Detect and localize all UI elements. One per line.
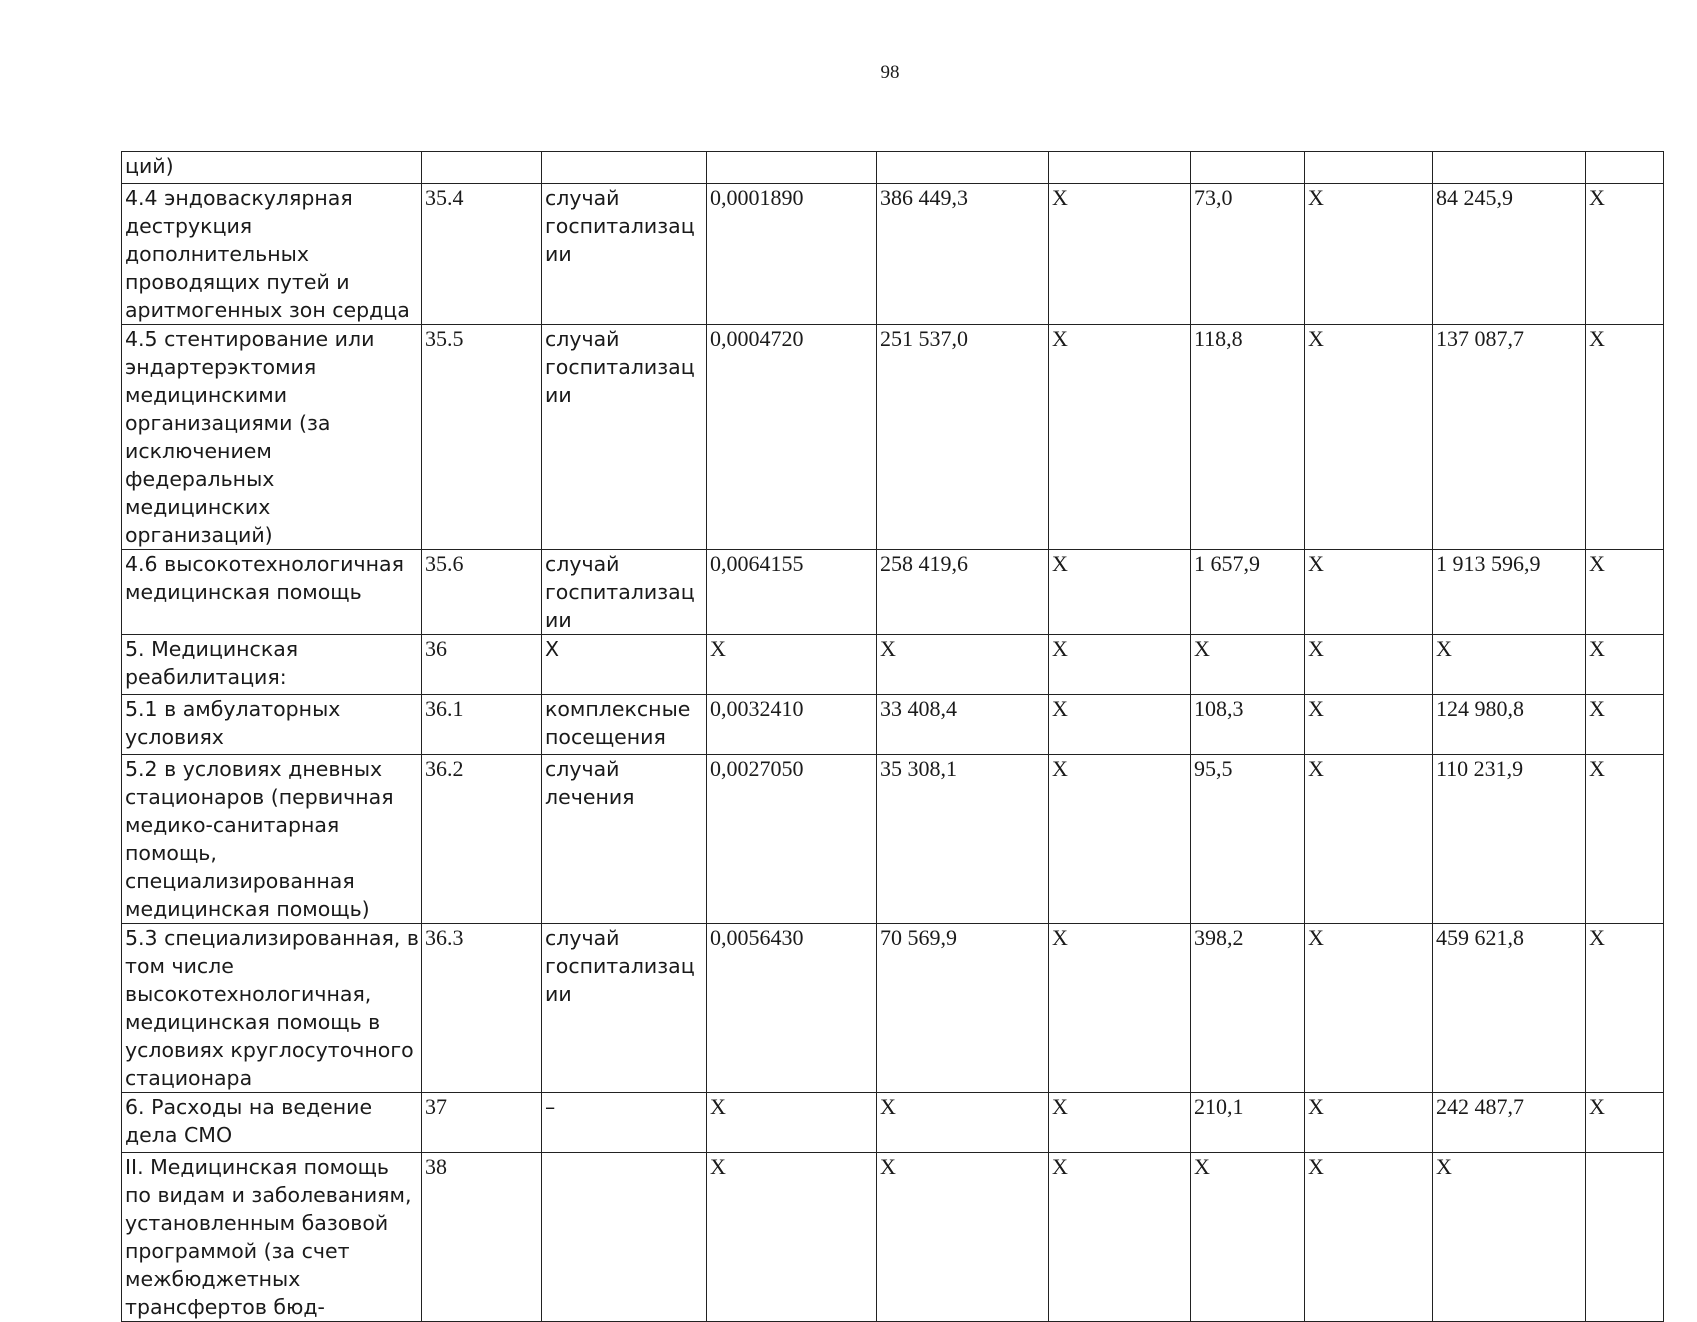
row-total-cell: 84 245,9	[1433, 184, 1586, 325]
row-cost-cell: 258 419,6	[877, 550, 1049, 635]
row-name-cell: 4.4 эндоваскулярная деструкция дополнительных проводящих путей и аритмогенных зон сердца	[122, 184, 422, 325]
row-col8-cell: X	[1305, 325, 1433, 550]
row-total-cell: X	[1433, 635, 1586, 695]
row-indicator-cell: 0,0056430	[707, 924, 877, 1093]
table-row	[122, 695, 1664, 755]
row-cost-cell: 35 308,1	[877, 755, 1049, 924]
row-col8-cell: X	[1305, 924, 1433, 1093]
table-row	[122, 325, 1664, 550]
row-col8-cell: X	[1305, 184, 1433, 325]
row-col10-cell: X	[1586, 1093, 1664, 1153]
row-name-cell: 4.6 высокотехнологичная медицинская помощь	[122, 550, 422, 635]
page-number: 98	[880, 62, 900, 83]
row-code-cell: 36.1	[422, 695, 542, 755]
row-unit-cell: случай госпитализации	[542, 325, 707, 550]
row-indicator-cell: 0,0064155	[707, 550, 877, 635]
row-per-capita-cell: 95,5	[1191, 755, 1305, 924]
row-code-cell: 37	[422, 1093, 542, 1153]
row-per-capita-cell: 1 657,9	[1191, 550, 1305, 635]
row-total-cell: 459 621,8	[1433, 924, 1586, 1093]
row-col6-cell: X	[1049, 924, 1191, 1093]
row-col6-cell: X	[1049, 325, 1191, 550]
row-col6-cell: X	[1049, 635, 1191, 695]
row-cost-cell: 70 569,9	[877, 924, 1049, 1093]
row-unit-cell: –	[542, 1093, 707, 1153]
table-row	[122, 152, 1664, 184]
row-cost-cell	[877, 152, 1049, 184]
row-col10-cell	[1586, 1153, 1664, 1322]
row-col10-cell: X	[1586, 325, 1664, 550]
table-row	[122, 184, 1664, 325]
row-col6-cell: X	[1049, 695, 1191, 755]
row-unit-cell	[542, 152, 707, 184]
row-cost-cell: 251 537,0	[877, 325, 1049, 550]
row-code-cell: 36.2	[422, 755, 542, 924]
row-col8-cell: X	[1305, 755, 1433, 924]
row-col8-cell: X	[1305, 635, 1433, 695]
row-name-cell: 6. Расходы на ведение дела СМО	[122, 1093, 422, 1153]
row-total-cell: 124 980,8	[1433, 695, 1586, 755]
row-unit-cell: X	[542, 635, 707, 695]
row-cost-cell: X	[877, 635, 1049, 695]
row-cost-cell: 386 449,3	[877, 184, 1049, 325]
row-cost-cell: 33 408,4	[877, 695, 1049, 755]
row-col10-cell	[1586, 152, 1664, 184]
row-code-cell	[422, 152, 542, 184]
table-row	[122, 550, 1664, 635]
row-col6-cell: X	[1049, 550, 1191, 635]
row-per-capita-cell: 118,8	[1191, 325, 1305, 550]
row-per-capita-cell: 398,2	[1191, 924, 1305, 1093]
data-table	[121, 151, 1664, 1322]
row-col6-cell: X	[1049, 184, 1191, 325]
row-indicator-cell	[707, 152, 877, 184]
row-unit-cell: случай госпитализации	[542, 924, 707, 1093]
row-code-cell: 36	[422, 635, 542, 695]
row-col10-cell: X	[1586, 635, 1664, 695]
row-col8-cell: X	[1305, 550, 1433, 635]
row-col10-cell: X	[1586, 550, 1664, 635]
row-name-cell: 5. Медицинская реабилитация:	[122, 635, 422, 695]
row-indicator-cell: 0,0001890	[707, 184, 877, 325]
row-per-capita-cell: X	[1191, 1153, 1305, 1322]
row-name-cell: 5.2 в условиях дневных стационаров (первичная медико-санитарная помощь, специализированная медицинская помощь)	[122, 755, 422, 924]
row-col6-cell: X	[1049, 1093, 1191, 1153]
row-name-cell: 4.5 стентирование или эндартерэктомия медицинскими организациями (за исключением федеральных медицинских организаций)	[122, 325, 422, 550]
row-code-cell: 38	[422, 1153, 542, 1322]
row-unit-cell: случай госпитализации	[542, 550, 707, 635]
row-total-cell: 110 231,9	[1433, 755, 1586, 924]
row-indicator-cell: X	[707, 1093, 877, 1153]
row-unit-cell: случай госпитализации	[542, 184, 707, 325]
table-row	[122, 755, 1664, 924]
row-unit-cell: случай лечения	[542, 755, 707, 924]
row-col10-cell: X	[1586, 695, 1664, 755]
row-code-cell: 35.5	[422, 325, 542, 550]
row-indicator-cell: 0,0027050	[707, 755, 877, 924]
row-col8-cell	[1305, 152, 1433, 184]
row-indicator-cell: X	[707, 1153, 877, 1322]
row-name-cell: 5.1 в амбулаторных условиях	[122, 695, 422, 755]
table-row	[122, 1093, 1664, 1153]
row-col8-cell: X	[1305, 1153, 1433, 1322]
row-cost-cell: X	[877, 1153, 1049, 1322]
row-code-cell: 35.4	[422, 184, 542, 325]
row-indicator-cell: 0,0032410	[707, 695, 877, 755]
row-name-cell: ций)	[122, 152, 422, 184]
row-total-cell	[1433, 152, 1586, 184]
row-name-cell: II. Медицинская помощь по видам и заболеваниям, установленным базовой программой (за счет межбюджетных трансфертов бюд-	[122, 1153, 422, 1322]
row-indicator-cell: X	[707, 635, 877, 695]
row-per-capita-cell: X	[1191, 635, 1305, 695]
table-row	[122, 924, 1664, 1093]
row-col10-cell: X	[1586, 755, 1664, 924]
row-name-cell: 5.3 специализированная, в том числе высокотехнологичная, медицинская помощь в условиях круглосуточного стационара	[122, 924, 422, 1093]
row-col10-cell: X	[1586, 924, 1664, 1093]
row-code-cell: 36.3	[422, 924, 542, 1093]
row-per-capita-cell: 73,0	[1191, 184, 1305, 325]
row-per-capita-cell	[1191, 152, 1305, 184]
row-col6-cell	[1049, 152, 1191, 184]
table-row	[122, 635, 1664, 695]
row-total-cell: 1 913 596,9	[1433, 550, 1586, 635]
table-row	[122, 1153, 1664, 1322]
row-col6-cell: X	[1049, 755, 1191, 924]
row-col8-cell: X	[1305, 1093, 1433, 1153]
row-col6-cell: X	[1049, 1153, 1191, 1322]
row-cost-cell: X	[877, 1093, 1049, 1153]
row-total-cell: 137 087,7	[1433, 325, 1586, 550]
row-unit-cell: комплексные посещения	[542, 695, 707, 755]
row-total-cell: X	[1433, 1153, 1586, 1322]
row-col10-cell: X	[1586, 184, 1664, 325]
row-per-capita-cell: 108,3	[1191, 695, 1305, 755]
row-unit-cell	[542, 1153, 707, 1322]
row-indicator-cell: 0,0004720	[707, 325, 877, 550]
row-per-capita-cell: 210,1	[1191, 1093, 1305, 1153]
row-total-cell: 242 487,7	[1433, 1093, 1586, 1153]
row-col8-cell: X	[1305, 695, 1433, 755]
row-code-cell: 35.6	[422, 550, 542, 635]
